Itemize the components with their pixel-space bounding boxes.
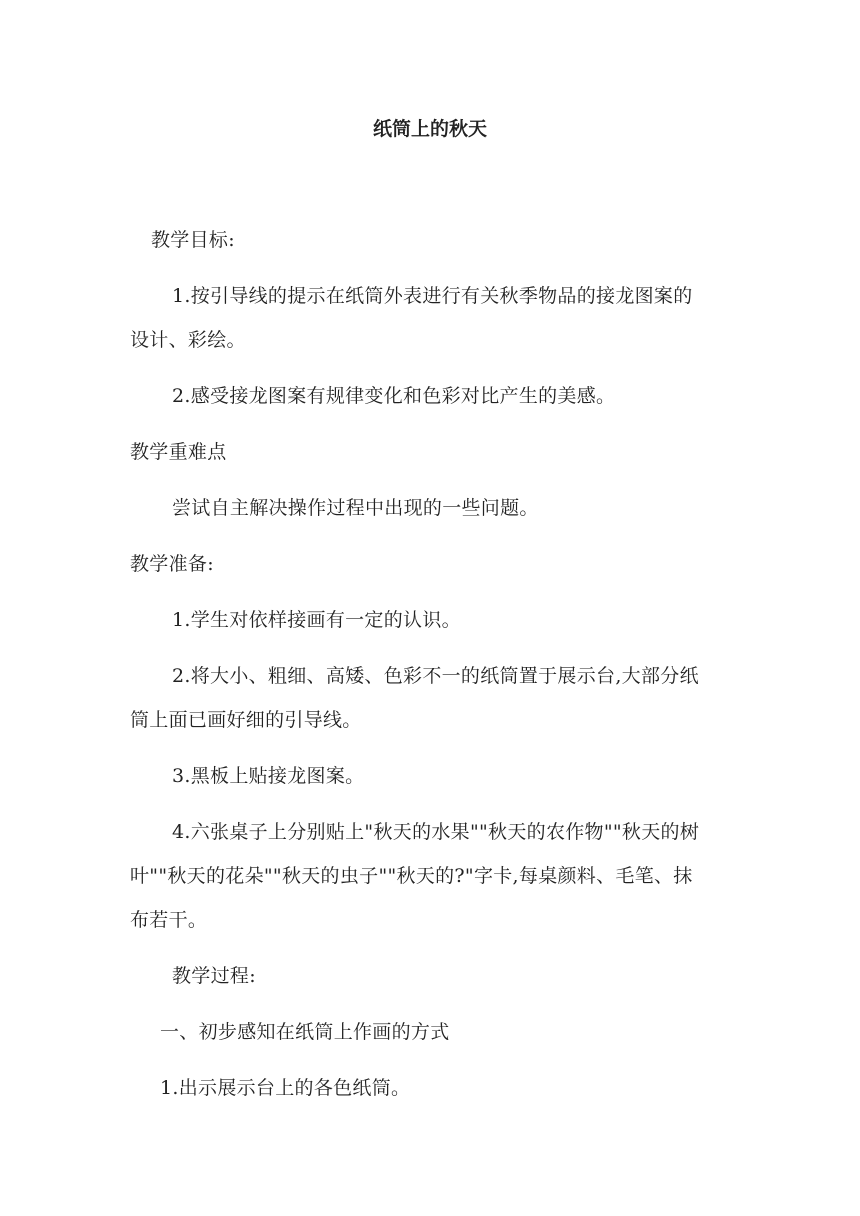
objective-1-line-2: 设计、彩绘。	[130, 329, 246, 351]
preparation-1: 1.学生对依样接画有一定的认识。	[172, 609, 461, 631]
heading-preparation: 教学准备:	[130, 553, 214, 575]
heading-teaching-process: 教学过程:	[172, 965, 256, 987]
heading-teaching-objectives: 教学目标:	[151, 229, 235, 251]
section-1-step-1: 1.出示展示台上的各色纸筒。	[160, 1077, 411, 1099]
preparation-3: 3.黑板上贴接龙图案。	[172, 765, 365, 787]
objective-2: 2.感受接龙图案有规律变化和色彩对比产生的美感。	[172, 385, 616, 407]
objective-1-line-1: 1.按引导线的提示在纸筒外表进行有关秋季物品的接龙图案的	[172, 285, 693, 307]
preparation-2-line-1: 2.将大小、粗细、高矮、色彩不一的纸筒置于展示台,大部分纸	[172, 665, 699, 687]
heading-key-points: 教学重难点	[130, 441, 227, 463]
preparation-4-line-2: 叶""秋天的花朵""秋天的虫子""秋天的?"字卡,每桌颜料、毛笔、抹	[130, 865, 693, 887]
document-title: 纸筒上的秋天	[372, 118, 487, 140]
preparation-4-line-1: 4.六张桌子上分别贴上"秋天的水果""秋天的农作物""秋天的树	[172, 821, 700, 843]
key-point-text: 尝试自主解决操作过程中出现的一些问题。	[172, 497, 539, 519]
preparation-4-line-3: 布若干。	[130, 909, 208, 931]
section-1-heading: 一、初步感知在纸筒上作画的方式	[160, 1021, 450, 1043]
preparation-2-line-2: 筒上面已画好细的引导线。	[130, 709, 362, 731]
